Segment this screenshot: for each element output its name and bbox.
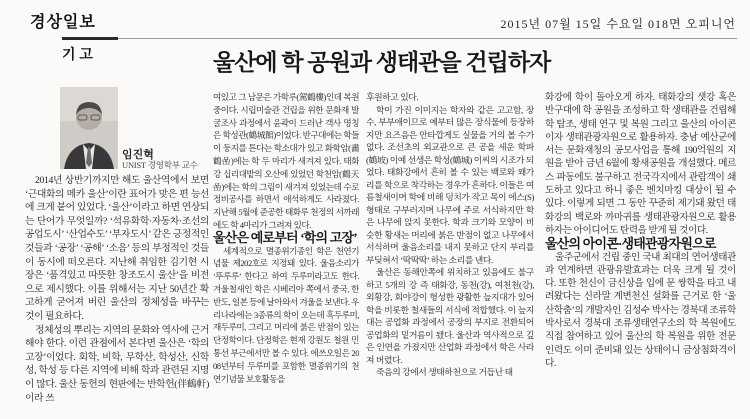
article-column-2 [213, 91, 359, 419]
article-title: 울산에 학 공원과 생태관을 건립하자 [213, 50, 551, 75]
body-paragraph: 죽음의 강에서 생태하천으로 거듭난 태 [376, 367, 513, 377]
body-paragraph: 세계적으로 멸종위기종인 학은 천연기념물 제202호로 지정돼 있다. 울음소리가 ‘뚜루루’ 한다고 하여 두루미라고도 한다. 겨울철새인 학은 시베리아 쪽에서 중국, 한반도, 일본 등에 날아와서 겨울을 보낸다. 우리나라에는 3종류의 학이 오는데 흑두루미, 재두루미, 그리고 머리에 붉은 반점이 있는 단정학이다. 단정학은 현재 강원도 철원 민통선 부근에서만 볼 수 있다. 에쓰오일은 2008년부터 두루미를 포함한 멸종위기의 천연기념물 보호활동을 [213, 245, 359, 384]
article-column-3 [366, 91, 534, 419]
section-label-gigo: 기 고 [62, 46, 93, 62]
body-paragraph: 화강에 학이 돌아오게 하자. 태화강의 샛강 혹은 반구대에 학 공원을 조성하고 학 생태관을 건립해 학 탐조, 생태 연구 및 복원 그리고 울산의 아이콘이자 생태관광자원으로 활용하자. 충남 예산군에서는 문화재청의 공모사업을 통해 190억원의 지원을 받아 금년 6월에 황새공원을 개설했다. 메르스 파동에도 불구하고 전국각지에서 관람객이 쇄도하고 있다고 하니 좋은 벤치마킹 대상이 될 수 있다. 이렇게 되면 그 동안 꾸준히 제기돼 왔던 태화강의 백로와 까마귀를 생태관광자원으로 활용하자는 아이디어도 탄력을 받게 될 것이다. [545, 92, 736, 236]
author-photo [60, 87, 118, 169]
body-paragraph: 울주군에서 건립 중인 국내 최대의 연어생태관과 연계하면 관광유발효과는 더욱 크게 될 것이다. 또한 천신이 금신상을 입에 문 쌍학을 타고 내려왔다는 신라말 계변천신 설화를 근거로 한 ‘울산학춤’의 개발자인 김성수 박사는 경북대 조류학 박사로서 경북대 조류생태연구소의 학 복원에도 직접 참여하고 있어 울산의 학 복원을 위한 전문인력도 이미 준비돼 있는 상태이니 금상첨화격이다. [545, 251, 736, 369]
dateline: 2015년 07월 15일 수요일 018면 오피니언 [500, 17, 736, 31]
body-paragraph: 울산은 동해안쪽에 위치하고 있음에도 불구하고 5개의 강 즉 태화강, 동천(강), 여천천(강), 외황강, 회야강이 형성한 광활한 늪지대가 있어 학을 비롯한 철새들의 서식에 적합했다. 이 늪지대는 공업화 과정에서 공장의 부지로 전환되어 공업화의 밑거름이 됐다. 울산과 역사적으로 깊은 인연을 가졌지만 산업화 과정에서 학은 사라져 버렸다. [366, 267, 534, 365]
subheading-hak-gojang: 울산은 예로부터 ‘학의 고장’ [213, 229, 357, 245]
body-paragraph: 정체성의 뿌리는 지역의 문화와 역사에 근거해야 한다. 이런 관점에서 본다면 울산은 ‘학의 고장’이었다. 회학, 비학, 무학산, 학성산, 신학성, 학성 등 다른 지역에 비해 학과 관련된 지명이 많다. 울산 동헌의 현판에는 반학헌(伴鶴軒)이라 쓰 [25, 324, 209, 404]
article-column-4 [545, 91, 736, 419]
header-rule-accent [62, 37, 118, 40]
body-paragraph: 2014년 상반기까지만 해도 울산역에서 보면 ‘근대화의 메카 울산’이란 표어가 맞은 편 능선에 크게 붙어 있었다. ‘울산’이라고 하면 연상되는 단어가 무엇일까? ‘석유화학·자동차·조선의 공업도시’ ‘산업수도’ ‘부자도시’ 같은 긍정적인 것들과 ‘공장’ ‘공해’ ‘소음’ 등의 부정적인 것들이 동시에 떠오른다. 지난해 취임한 김기현 시장은 ‘품격있고 따뜻한 창조도시 울산’을 비전으로 제시했다. 이를 위해서는 지난 50년간 확고하게 굳어져 버린 울산의 정체성을 바꾸는 것이 필요하다. [25, 175, 209, 322]
body-paragraph: 후원하고 있다. [366, 92, 419, 102]
portrait-silhouette-icon [60, 87, 118, 169]
header-rule [62, 38, 737, 39]
author-name: 임진혁 [122, 149, 154, 161]
author-affiliation: UNIST 경영학부 교수 [122, 160, 198, 170]
body-paragraph: 학이 가진 이미지는 학자와 같은 고고함, 장수, 부부애이므로 예부터 많은 장식물에 등장하지만 요즈음은 안타깝게도 실물을 거의 볼 수가 없다. 조선초의 외교관으로 큰 공을 세운 학파(鶴坡) 이예 선생은 학성(鶴城) 이씨의 시조가 되었다. 태화강에서 흔히 볼 수 있는 백로와 왜가리를 학으로 착각하는 경우가 흔하다. 이들은 여름철새이며 학에 비해 덩치가 작고 목이 에스(S)형태로 구부러지며 나무에 주로 서식하지만 학은 나무에 앉지 못한다. 학과 크기와 모양이 비슷한 황새는 머리에 붉은 반점이 없고 나무에서 서식하며 울음소리를 내지 못하고 단지 부리를 부딪혀서 ‘딱딱딱’ 하는 소리를 낸다. [366, 104, 534, 265]
body-paragraph: 여있고 그 남문은 가학루(駕鶴樓)인데 복원 중이다. 시립미술관 건립을 위한 문화재 발굴조사 과정에서 윤곽이 드러난 객사 명칭은 학성관(鶴城館)이었다. 반구대에는 학들이 둥지를 튼다는 학소대가 있고 화학암(畵鶴嵒)에는 학 두 마리가 새겨져 있다. 태화강 십리대밭의 오산에 있었던 학천암(鶴天嵒)에는 학의 그림이 새겨져 있었는데 수로 정비공사를 하면서 애석하게도 사라졌다. 지난해 5월에 준공한 태화루 천정의 서까래에도 학 4마리가 그려져 있다. [213, 92, 359, 230]
subheading-ulsan-icon: 울산의 아이콘·생태관광자원으로 [545, 236, 716, 252]
newspaper-masthead: 경상일보 [30, 14, 96, 31]
article-column-1 [25, 174, 209, 419]
